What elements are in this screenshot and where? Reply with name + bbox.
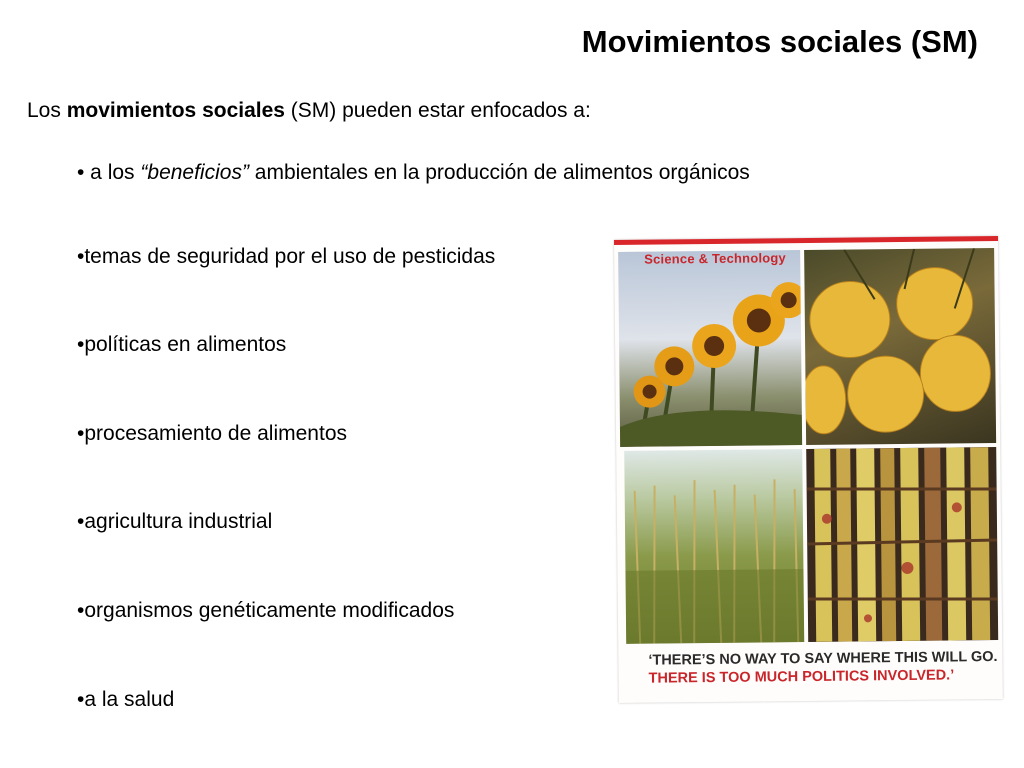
bullet-item-pesticidas: •temas de seguridad por el uso de pesticidas	[77, 245, 496, 268]
intro-text	[27, 99, 591, 123]
intro-prefix: Los	[27, 99, 67, 122]
bullet-item-ogm: •organismos genéticamente modificados	[77, 599, 455, 622]
coconuts-photo	[804, 248, 996, 445]
clipping-section-header: Science & Technology	[644, 250, 787, 267]
bullet-item-politicas: •políticas en alimentos	[77, 333, 287, 356]
bullet-prefix: • a los	[77, 161, 141, 184]
bullet-suffix: ambientales en la producción de alimentos orgánicos	[248, 161, 750, 184]
clipping-red-rule	[614, 236, 998, 245]
clipping-quote	[648, 648, 997, 688]
bullet-item-beneficios	[77, 161, 750, 185]
magazine-clipping-image	[614, 236, 1003, 703]
sunflowers-photo	[618, 250, 802, 447]
bullet-item-procesamiento: •procesamiento de alimentos	[77, 422, 347, 445]
sugar-cane-photo	[806, 447, 998, 642]
bullet-item-agricultura: •agricultura industrial	[77, 510, 273, 533]
quote-line-1: ‘THERE’S NO WAY TO SAY WHERE THIS WILL GO.	[648, 649, 998, 669]
slide-title: Movimientos sociales (SM)	[581, 24, 978, 59]
intro-suffix: (SM) pueden estar enfocados a:	[284, 99, 591, 122]
wheat-field-photo	[624, 449, 804, 644]
bullet-italic: “beneficios”	[140, 161, 249, 184]
intro-bold: movimientos sociales	[66, 99, 285, 122]
quote-line-2: THERE IS TOO MUCH POLITICS INVOLVED.’	[648, 667, 955, 687]
bullet-item-salud: •a la salud	[77, 688, 175, 711]
